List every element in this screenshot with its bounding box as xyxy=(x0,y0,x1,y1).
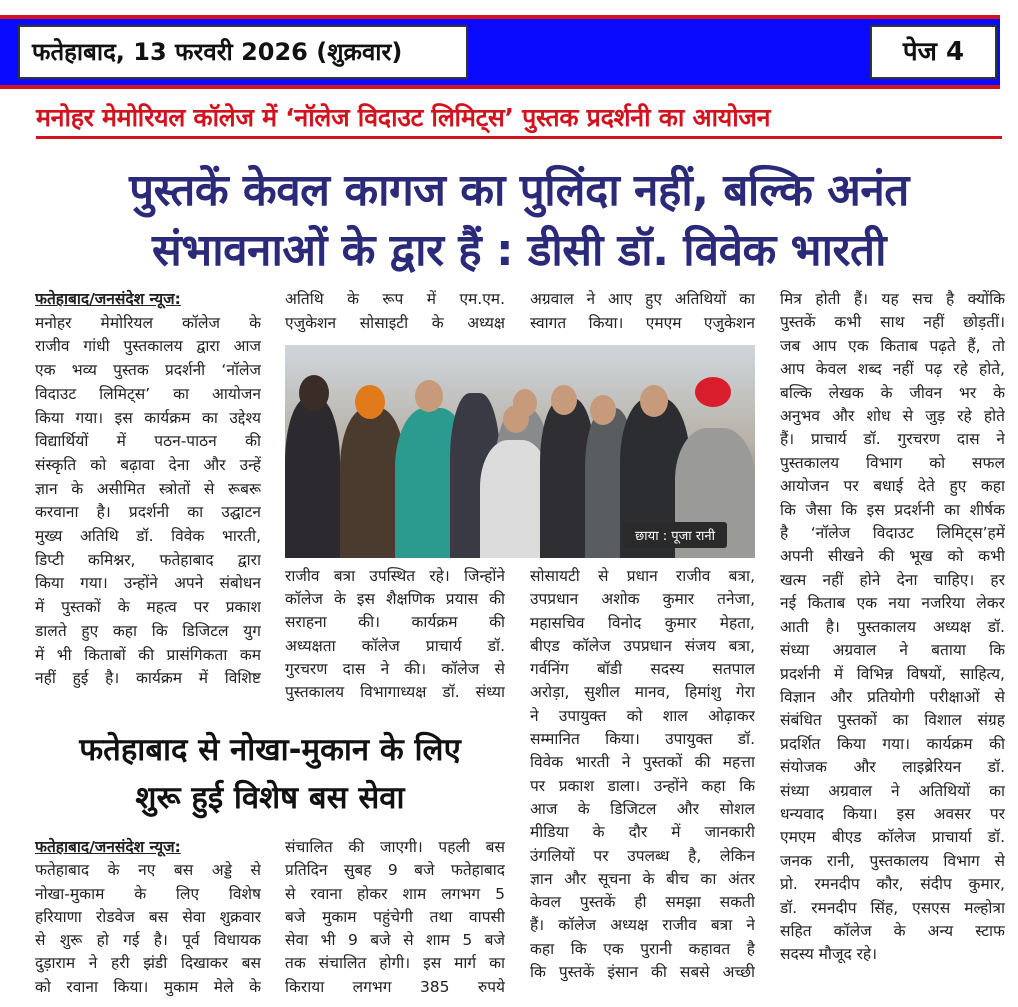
text-line: प्रदर्शित किया गया। कार्यक्रम की xyxy=(780,734,1005,753)
story-kicker: मनोहर मेमोरियल कॉलेज में ‘नॉलेज विदाउट लिमिट्स’ पुस्तक प्रदर्शनी का आयोजन xyxy=(36,100,1002,139)
text-line: सेवा भी 9 बजे से शाम 5 बजे xyxy=(285,931,505,950)
text-line: सदस्य मौजूद रहे। xyxy=(780,945,878,964)
text-line: उपप्रधान अशोक कुमार तनेजा, xyxy=(530,590,755,609)
story1-column-2-top xyxy=(285,288,505,335)
text-line: उंगलियों पर उपलब्ध है, लेकिन xyxy=(530,846,755,865)
text-line: पुस्तकालय विभागाध्यक्ष डॉ. संध्या xyxy=(285,683,505,702)
text-line: फतेहाबाद के नए बस अड्डे से xyxy=(35,861,261,880)
text-line: ने उपायुक्त को शाल ओढ़ाकर xyxy=(530,706,755,725)
text-line: संस्कृति को बढ़ावा देना और उन्हें xyxy=(35,455,261,474)
text-line: सराहना की। कार्यक्रम की xyxy=(285,613,505,632)
text-line: आती है। पुस्तकालय अध्यक्ष डॉ. xyxy=(780,617,1005,636)
text-line: किराया लगभग 385 रुपये xyxy=(285,977,505,996)
date-line: फतेहाबाद, 13 फरवरी 2026 (शुक्रवार) xyxy=(18,25,468,79)
text-line: डालते हुए कहा कि डिजिटल युग xyxy=(35,621,261,640)
text-line: नई किताब एक नया नजरिया लेकर xyxy=(780,594,1005,613)
story2-column-1 xyxy=(35,836,261,999)
text-line: सम्मानित किया। उपायुक्त डॉ. xyxy=(530,730,755,749)
text-line: नोखा-मुकाम के लिए विशेष xyxy=(35,884,261,903)
text-line: राजीव गांधी पुस्तकालय द्वारा आज xyxy=(35,337,261,356)
text-line: संयोजक और लाइब्रेरियन डॉ. xyxy=(780,758,1005,777)
text-line: जनक रानी, पुस्तकालय विभाग से xyxy=(780,851,1005,870)
text-line: मित्र होती हैं। यह सच है क्योंकि xyxy=(780,290,1005,308)
text-line: एक भव्य पुस्तक प्रदर्शनी ‘नॉलेज xyxy=(35,361,261,380)
text-line: अनुभव और शोध से जुड़ रहे होते xyxy=(780,407,1005,426)
text-line: में भी किताबों की प्रासंगिकता कम xyxy=(35,645,261,664)
story1-column-2-bottom xyxy=(285,565,505,704)
text-line: मुख्य अतिथि डॉ. विवेक भारती, xyxy=(35,527,261,546)
text-line: हैं। प्राचार्य डॉ. गुरचरण दास ने xyxy=(780,430,1005,449)
text-line: खत्म नहीं होने देना चाहिए। हर xyxy=(780,570,1005,589)
text-line: प्रदर्शनी में विभिन्न विषयों, साहित्य, xyxy=(780,664,1005,683)
text-lines xyxy=(285,836,505,999)
text-line: अग्रवाल ने आए हुए अतिथियों का xyxy=(530,290,755,308)
page-number: पेज 4 xyxy=(870,25,997,79)
text-line: विद्यार्थियों में पठन-पाठन की xyxy=(35,432,261,451)
text-line: राजीव बत्रा उपस्थित रहे। जिन्होंने xyxy=(285,567,505,585)
story1-column-1 xyxy=(35,288,261,691)
text-line: संबंधित पुस्तकों का विशाल संग्रह xyxy=(780,711,1005,730)
text-line: एजुकेशन सोसाइटी के अध्यक्ष xyxy=(285,313,505,332)
text-line: कॉलेज के इस शैक्षणिक प्रयास की xyxy=(285,590,505,609)
text-line: धन्यवाद किया। इस अवसर पर xyxy=(780,804,1005,823)
text-line: से रवाना होकर शाम लगभग 5 xyxy=(285,884,505,903)
text-line: बजे मुकाम पहुंचेगी तथा वापसी xyxy=(285,907,505,926)
text-line: सहित कॉलेज के अन्य स्टाफ xyxy=(780,921,1005,940)
text-line: अरोड़ा, सुशील मानव, हिमांशु गेरा xyxy=(530,683,755,702)
text-line: आयोजन पर बधाई देते हुए कहा xyxy=(780,477,1005,496)
text-line: तक संचालित होगी। इस मार्ग का xyxy=(285,954,505,973)
text-line: संध्या अग्रवाल ने अतिथियों का xyxy=(780,781,1005,800)
story1-column-4 xyxy=(780,288,1005,967)
byline: फतेहाबाद/जनसंदेश न्यूज: xyxy=(35,290,181,308)
text-line: पुस्तकालय विभाग को सफल xyxy=(780,453,1005,472)
text-line: कि पुस्तकें इंसान की सबसे अच्छी xyxy=(530,963,755,982)
bottom-red-rule xyxy=(0,85,1000,89)
text-line: विवेक भारती ने पुस्तकों की महत्ता xyxy=(530,753,755,772)
text-line: में पुस्तकों के महत्व पर प्रकाश xyxy=(35,598,261,617)
text-line: मनोहर मेमोरियल कॉलेज के xyxy=(35,313,261,332)
text-line: जब आप एक किताब पढ़ते हैं, तो xyxy=(780,336,1005,355)
text-lines xyxy=(35,859,261,999)
text-line: सोसायटी से प्रधान राजीव बत्रा, xyxy=(530,567,755,585)
text-lines xyxy=(780,288,1005,967)
text-lines xyxy=(530,565,755,984)
text-line: ज्ञान और सूचना के बीच का अंतर xyxy=(530,869,755,888)
text-line: हैं। कॉलेज अध्यक्ष राजीव बत्रा ने xyxy=(530,916,755,935)
text-lines xyxy=(530,288,755,335)
story2-headline-line-2: शुरू हुई विशेष बस सेवा xyxy=(135,780,405,816)
text-line: विज्ञान और प्रतियोगी परीक्षाओं से xyxy=(780,687,1005,706)
text-line: किया गया। उन्होंने अपने संबोधन xyxy=(35,574,261,593)
event-photo xyxy=(285,345,755,558)
byline: फतेहाबाद/जनसंदेश न्यूज: xyxy=(35,838,181,856)
story2-column-2 xyxy=(285,836,505,999)
text-line: अध्यक्षता कॉलेज प्राचार्य डॉ. xyxy=(285,636,505,655)
text-line: ज्ञान के असीमित स्त्रोतों से रूबरू xyxy=(35,479,261,498)
text-line: अतिथि के रूप में एम.एम. xyxy=(285,290,505,308)
text-line: से शुरू हो गई है। पूर्व विधायक xyxy=(35,931,261,950)
text-line: एमएम बीएड कॉलेज प्राचार्या डॉ. xyxy=(780,828,1005,847)
text-line: गुरचरण दास ने की। कॉलेज से xyxy=(285,659,505,678)
story2-headline-line-1: फतेहाबाद से नोखा-मुकान के लिए xyxy=(79,732,461,768)
previous-column-edge xyxy=(0,280,14,1007)
text-line: कहा कि एक पुरानी कहावत है xyxy=(530,939,755,958)
text-line: बल्कि लेखक के जीवन भर के xyxy=(780,383,1005,402)
text-line: प्रतिदिन सुबह 9 बजे फतेहाबाद xyxy=(285,861,505,880)
text-line: करवाना है। प्रदर्शनी का उद्घाटन xyxy=(35,503,261,522)
text-line: बीएड कॉलेज उपप्रधान संजय बत्रा, xyxy=(530,636,755,655)
text-line: गर्वनिंग बॉडी सदस्य सतपाल xyxy=(530,660,755,679)
text-line: अपनी सीखने की भूख को कभी xyxy=(780,547,1005,566)
photo-caption: छाया : पूजा रानी xyxy=(623,522,727,548)
text-line: केवल पुस्तकें ही समझा सकती xyxy=(530,893,755,912)
text-line: दुड़ाराम ने हरी झंडी दिखाकर बस xyxy=(35,954,261,973)
story1-column-3-top xyxy=(530,288,755,335)
headline-line-1: पुस्तकें केवल कागज का पुलिंदा नहीं, बल्कि अनंत xyxy=(129,165,909,216)
text-line: कि जैसा कि इस प्रदर्शनी का शीर्षक xyxy=(780,500,1005,519)
text-line: मीडिया के दौर में जानकारी xyxy=(530,823,755,842)
text-lines xyxy=(35,312,261,691)
text-line: है ‘नॉलेज विदाउट लिमिट्स’हमें xyxy=(780,524,1005,543)
text-line: पर प्रकाश डाला। उन्होंने कहा कि xyxy=(530,776,755,795)
text-line: आज के डिजिटल और सोशल xyxy=(530,799,755,818)
story1-column-3-bottom xyxy=(530,565,755,984)
text-line: विदाउट लिमिट्स’ का आयोजन xyxy=(35,384,261,403)
text-line: महासचिव विनोद कुमार मेहता, xyxy=(530,613,755,632)
text-line: संचालित की जाएगी। पहली बस xyxy=(285,838,505,856)
text-line: स्वागत किया। एमएम एजुकेशन xyxy=(530,313,755,332)
text-line: आप केवल शब्द नहीं पढ़ रहे होते, xyxy=(780,360,1005,379)
text-lines xyxy=(285,565,505,704)
text-line: डॉ. रमनदीप सिंह, एसएस मल्होत्रा xyxy=(780,898,1005,917)
headline-line-2: संभावनाओं के द्वार हैं : डीसी डॉ. विवेक भारती xyxy=(152,225,886,276)
text-line: पुस्तकें कभी साथ नहीं छोड़तीं। xyxy=(780,313,1005,332)
text-line: को रवाना किया। मुकाम मेले के xyxy=(35,977,261,996)
text-line: हरियाणा रोडवेज बस सेवा शुक्रवार xyxy=(35,907,261,926)
text-line: किया गया। इस कार्यक्रम का उद्देश्य xyxy=(35,408,261,427)
text-line: डिप्टी कमिश्नर, फतेहाबाद द्वारा xyxy=(35,550,261,569)
text-line: प्रो. रमनदीप कौर, संदीप कुमार, xyxy=(780,875,1005,894)
text-line: संध्या अग्रवाल ने बताया कि xyxy=(780,641,1005,660)
text-line: नहीं हुई है। कार्यक्रम में विशिष्ट xyxy=(35,669,261,688)
text-lines xyxy=(285,288,505,335)
